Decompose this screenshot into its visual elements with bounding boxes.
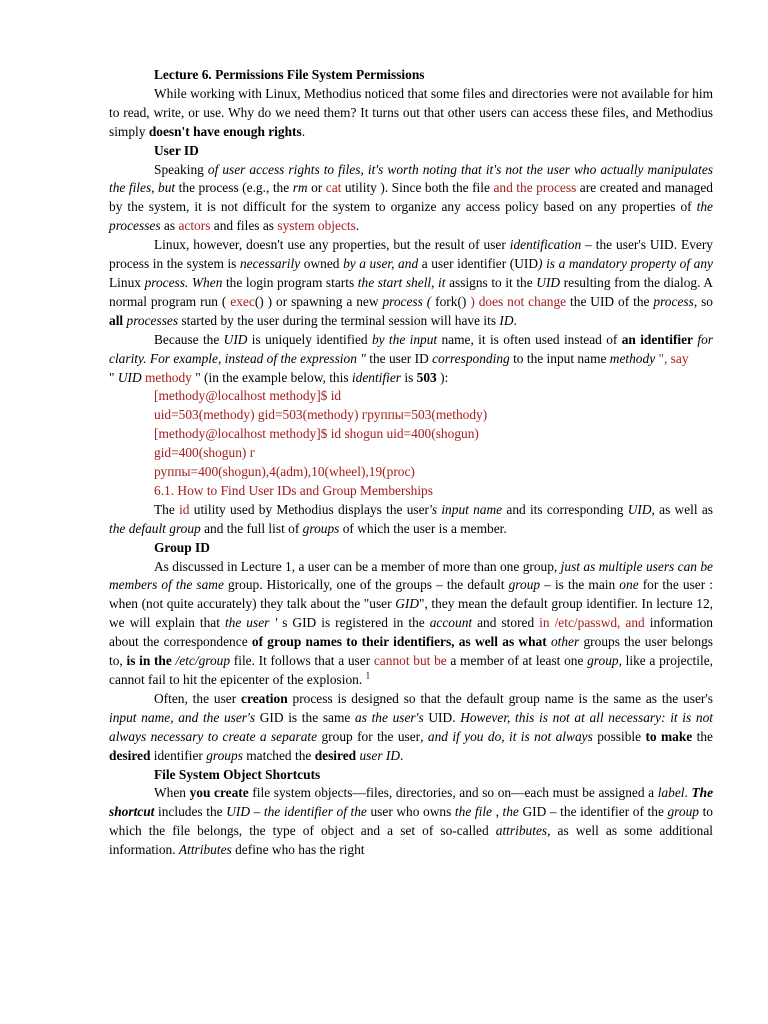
terminal-example bbox=[109, 387, 713, 500]
group-paragraph: As discussed in Lecture 1, a user can be a member of more than one group, just as multiple users can be members of the same group. Historically, one of the groups – the default group – is the main one for the user : when (not quite accurately) they talk about the "user GID", they mean the default group identifier. In lecture 12, we will explain that the user ' s GID is registered in the account and stored in /etc/passwd, and information about the correspondence of group names to their identifiers, as well as what other groups the user belongs to, is in the /etc/group file. It follows that a user cannot but be a member of at least one group, like a projectile, cannot fail to hit the epicenter of the explosion. $^1$ bbox=[109, 558, 714, 687]
terminal-line: [methody@localhost methody]$ id shogun uid=400(shogun) bbox=[154, 426, 479, 442]
because-paragraph: Because the UID is uniquely identified by the input name, it is often used instead of an identifier for clarity. For example, instead of the expression " the user ID corresponding to the input name methody ", say " UID methody " (in the example below, this identifier is 503 ): bbox=[109, 331, 713, 385]
often-paragraph: Often, the user creation process is designed so that the default group name is the same as the user's input name, and the user's GID is the same as the user's UID. However, this is not at all necessary: it is not always necessary to create a separate group for the user, and if you do, it is not always possible to make the desired identifier groups matched the desired user ID. bbox=[109, 690, 713, 763]
when-paragraph: When you create file system objects—files, directories, and so on—each must be assigned a label. The shortcut includes the UID – the identifier of the user who owns the file , the GID – the identifier of the group to which the file belongs, the type of object and a set of so-called attributes, as well as some additional information. Attributes define who has the right bbox=[109, 785, 714, 858]
fs-shortcuts-heading: File System Object Shortcuts bbox=[154, 766, 321, 782]
terminal-line: руппы=400(shogun),4(adm),10(wheel),19(proc) bbox=[154, 464, 415, 480]
speaking-paragraph: Speaking of user access rights to files, it's worth noting that it's not the user who actually manipulates the files, but the process (e.g., the rm or cat utility ). Since both the file and the process are created and managed by the system, it is not difficult for the system to organize any access policy based on any properties of the processes as actors and files as system objects. bbox=[109, 161, 713, 234]
section-6-1-heading: 6.1. How to Find User IDs and Group Memberships bbox=[154, 482, 433, 498]
terminal-line: [methody@localhost methody]$ id bbox=[154, 388, 342, 404]
intro-paragraph: While working with Linux, Methodius noticed that some files and directories were not available for him to read, write, or use. Why do we need them? It turns out that other users can access these files, and Methodius simply doesn't have enough rights. bbox=[109, 85, 713, 139]
id-utility-paragraph: The id utility used by Methodius displays the user's input name and its corresponding UID, as well as the default group and the full list of groups of which the user is a member. bbox=[109, 501, 713, 536]
terminal-line: uid=503(methody) gid=503(methody) группы=503(methody) bbox=[154, 407, 488, 423]
user-id-heading: User ID bbox=[154, 142, 199, 158]
lecture-heading: Lecture 6. Permissions File System Permissions bbox=[154, 67, 425, 82]
terminal-line: gid=400(shogun) г bbox=[154, 445, 256, 461]
linux-paragraph: Linux, however, doesn't use any properties, but the result of user identification – the user's UID. Every process in the system is necessarily owned by a user, and a user identifier (UID) is a mandatory property of any Linux process. When the login program starts the start shell, it assigns to it the UID resulting from the dialog. A normal program run ( exec() ) or spawning a new process ( fork() ) does not change the UID of the process, so all processes started by the user during the terminal session will have its ID. bbox=[109, 237, 713, 328]
footnote-marker: 1 bbox=[365, 670, 371, 681]
group-id-heading: Group ID bbox=[154, 539, 210, 555]
